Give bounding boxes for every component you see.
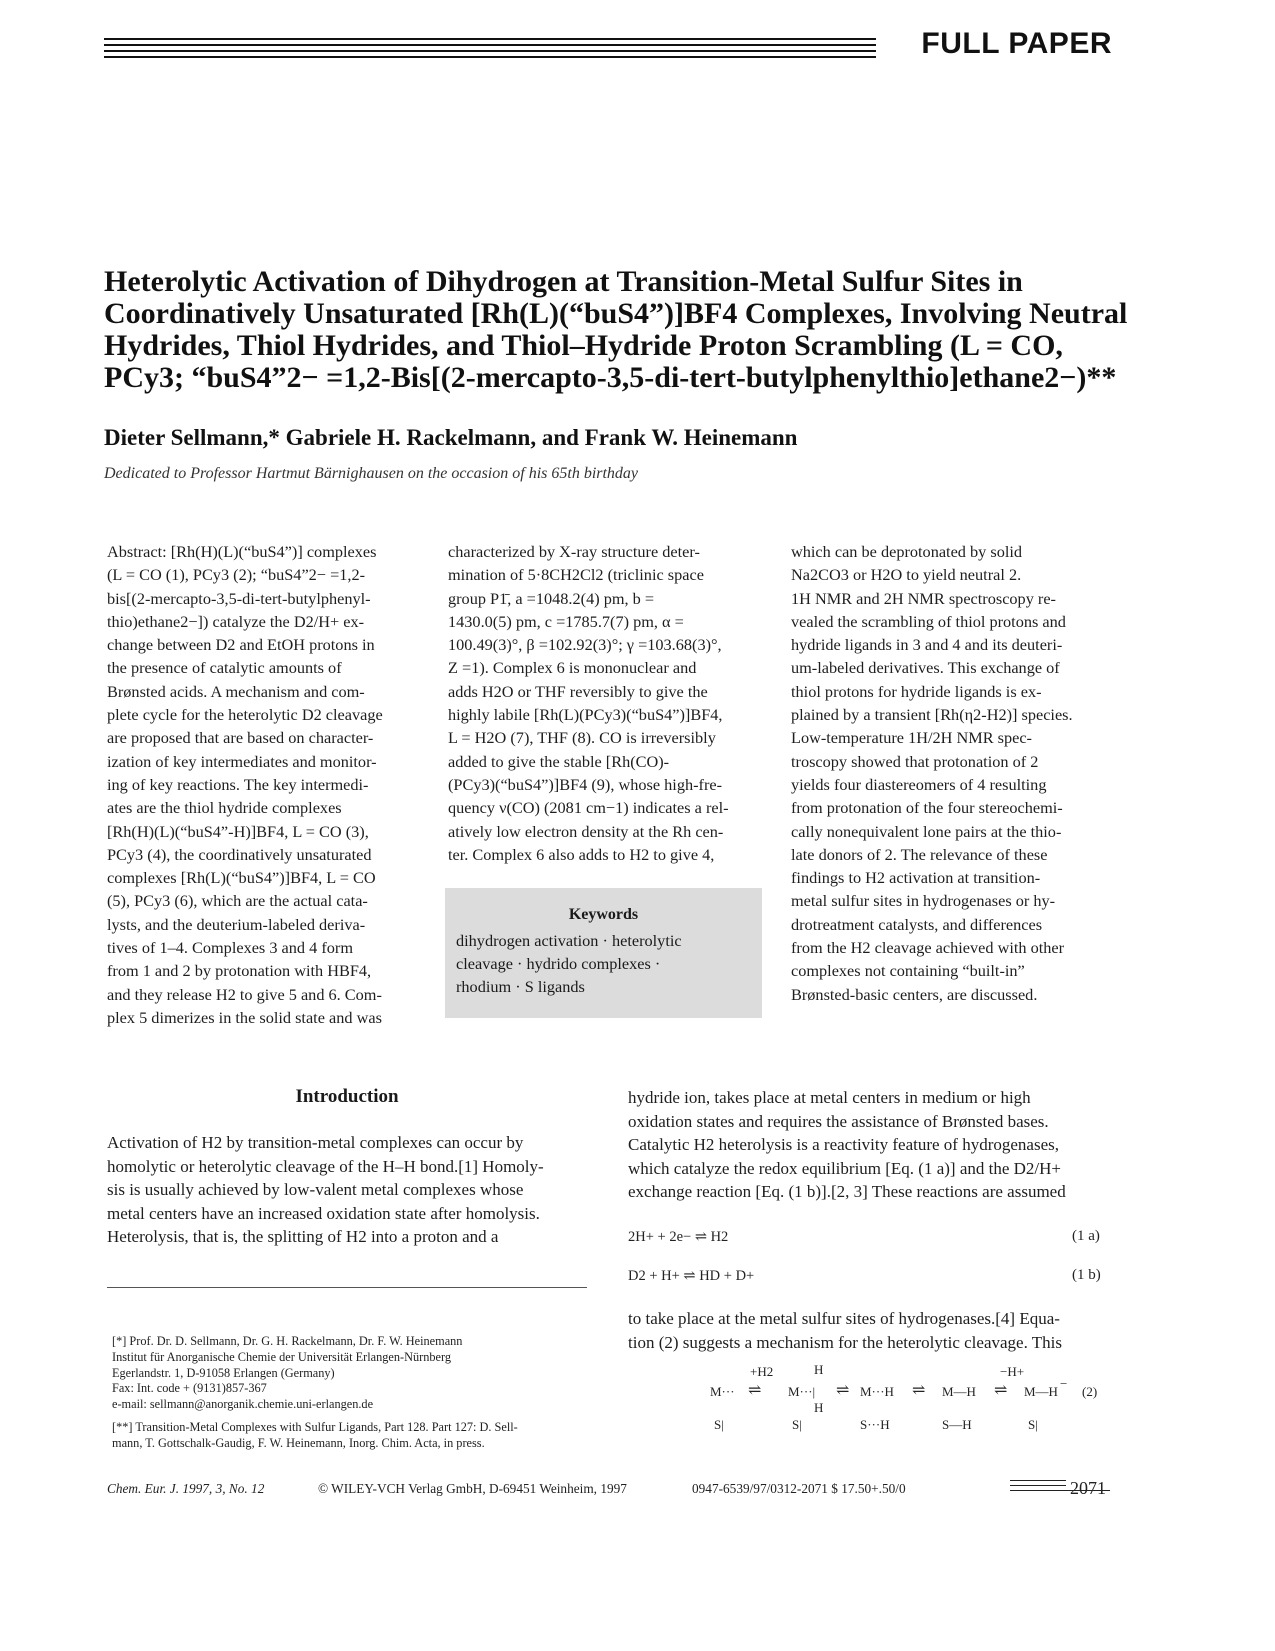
abstract-line: (5), PCy3 (6), which are the actual cata- — [107, 891, 368, 911]
scheme-s2: S| — [792, 1417, 802, 1432]
abstract-line: Abstract: [Rh(H)(L)(“buS4”)] complexes — [107, 542, 377, 561]
keywords-box — [445, 888, 762, 1018]
footnote-line: mann, T. Gottschalk-Gaudig, F. W. Heinemann, Inorg. Chim. Acta, in press. — [112, 1435, 485, 1450]
abstract-line: findings to H2 activation at transition- — [791, 868, 1041, 888]
abstract-line: quency ν(CO) (2081 cm−1) indicates a rel- — [448, 798, 729, 818]
abstract-line: characterized by X-ray structure deter- — [448, 542, 700, 561]
abstract-line: Z =1). Complex 6 is mononuclear and — [448, 658, 697, 678]
introduction-right-text — [628, 1086, 1110, 1204]
introduction-heading: Introduction — [295, 1086, 399, 1107]
body-line: Heterolysis, that is, the splitting of H2 into a proton and a — [107, 1227, 499, 1246]
introduction-right-continued — [628, 1307, 1110, 1354]
abstract-line: (L = CO (1), PCy3 (2); “buS4”2− =1,2- — [107, 565, 366, 585]
scheme-h2: H — [814, 1400, 824, 1415]
abstract-line: 1430.0(5) pm, c =1785.7(7) pm, α = — [448, 611, 684, 631]
body-line: exchange reaction [Eq. (1 b)].[2, 3] These reactions are assumed — [628, 1182, 1066, 1201]
author-list: Dieter Sellmann,* Gabriele H. Rackelmann, and Frank W. Heinemann — [104, 425, 798, 450]
abstract-line: [Rh(H)(L)(“buS4”-H)]BF4, L = CO (3), — [107, 821, 369, 841]
abstract-line: Na2CO3 or H2O to yield neutral 2. — [791, 565, 1022, 585]
abstract-column-3 — [791, 540, 1109, 1006]
keywords-line: dihydrogen activation · heterolytic — [456, 931, 682, 950]
footnote-series — [112, 1420, 582, 1452]
abstract-line: from the H2 cleavage achieved with other — [791, 938, 1065, 958]
abstract-line: from protonation of the four stereochemi- — [791, 798, 1063, 818]
footnote-line: e-mail: sellmann@anorganik.chemie.uni-erlangen.de — [112, 1397, 374, 1412]
footer-issn: 0947-6539/97/0312-2071 $ 17.50+.50/0 — [692, 1481, 906, 1496]
body-line: homolytic or heterolytic cleavage of the H–H bond.[1] Homoly- — [107, 1156, 544, 1176]
abstract-line: um-labeled derivatives. This exchange of — [791, 658, 1060, 678]
dedication: Dedicated to Professor Hartmut Bärnighausen on the occasion of his 65th birthday — [104, 465, 639, 482]
abstract-line: yields four diastereomers of 4 resulting — [791, 774, 1047, 794]
abstract-line: Brønsted acids. A mechanism and com- — [107, 681, 365, 701]
body-line: metal centers have an increased oxidation state after homolysis. — [107, 1203, 540, 1223]
abstract-line: PCy3 (4), the coordinatively unsaturated — [107, 844, 372, 864]
scheme-s3: S···H — [860, 1417, 890, 1432]
abstract-line: 1H NMR and 2H NMR spectroscopy re- — [791, 588, 1056, 608]
abstract-line: the presence of catalytic amounts of — [107, 658, 342, 678]
abstract-line: cally nonequivalent lone pairs at the thio- — [791, 821, 1062, 841]
title-line: Coordinatively Unsaturated [Rh(L)(“buS4”)]BF4 Complexes, Involving Neutral — [104, 297, 1128, 330]
abstract-line: complexes not containing “built-in” — [791, 961, 1025, 981]
footnote-line: [*] Prof. Dr. D. Sellmann, Dr. G. H. Rackelmann, Dr. F. W. Heinemann — [112, 1334, 463, 1348]
abstract-line: atively low electron density at the Rh cen- — [448, 821, 724, 841]
keywords-line: cleavage · hydrido complexes · — [456, 954, 661, 973]
footnote-affiliation — [112, 1334, 582, 1413]
body-line: Activation of H2 by transition-metal complexes can occur by — [107, 1133, 524, 1152]
body-line: which catalyze the redox equilibrium [Eq. (1 a)] and the D2/H+ — [628, 1158, 1062, 1178]
abstract-line: tives of 1–4. Complexes 3 and 4 form — [107, 938, 353, 958]
scheme-arrow: ⇌ — [912, 1382, 926, 1399]
abstract-line: L = H2O (7), THF (8). CO is irreversibly — [448, 728, 716, 748]
scheme-s4: S—H — [942, 1417, 972, 1432]
abstract-line: troscopy showed that protonation of 2 — [791, 751, 1039, 771]
footer-journal: Chem. Eur. J. 1997, 3, No. 12 — [107, 1481, 265, 1496]
scheme-minus-h: −H+ — [1000, 1364, 1025, 1379]
abstract-line: thiol protons for hydride ligands is ex- — [791, 681, 1042, 701]
body-line: Catalytic H2 heterolysis is a reactivity feature of hydrogenases, — [628, 1135, 1059, 1154]
body-line: hydride ion, takes place at metal centers in medium or high — [628, 1088, 1031, 1107]
abstract-line: Low-temperature 1H/2H NMR spec- — [791, 728, 1032, 748]
equation-1b: D2 + H+ ⇌ HD + D+ — [628, 1268, 755, 1284]
equation-1a: 2H+ + 2e− ⇌ H2 — [628, 1229, 729, 1245]
abstract-line: from 1 and 2 by protonation with HBF4, — [107, 961, 372, 981]
scheme-s1: S| — [714, 1417, 724, 1432]
abstract-line: thio)ethane2−]) catalyze the D2/H+ ex- — [107, 611, 365, 631]
footnote-line: Egerlandstr. 1, D-91058 Erlangen (Germany) — [112, 1365, 335, 1380]
keywords-line: rhodium · S ligands — [456, 977, 585, 996]
scheme-m5: M—H — [1024, 1384, 1058, 1399]
abstract-line: vealed the scrambling of thiol protons and — [791, 611, 1066, 631]
scheme-m2: M···| — [788, 1384, 816, 1399]
scheme-charge: − — [1060, 1376, 1068, 1391]
abstract-line: highly labile [Rh(L)(PCy3)(“buS4”)]BF4, — [448, 705, 723, 725]
title-line: PCy3; “buS4”2− =1,2-Bis[(2-mercapto-3,5-di-tert-butylphenylthio]ethane2−)** — [104, 361, 1117, 394]
footnote-line: Fax: Int. code + (9131)857-367 — [112, 1381, 267, 1396]
header-rule — [104, 36, 876, 62]
abstract-line: lysts, and the deuterium-labeled deriva- — [107, 914, 366, 934]
abstract-line: bis[(2-mercapto-3,5-di-tert-butylphenyl- — [107, 588, 371, 608]
abstract-line: added to give the stable [Rh(CO)- — [448, 751, 670, 771]
abstract-line: complexes [Rh(L)(“buS4”)]BF4, L = CO — [107, 868, 376, 888]
scheme-m1: M··· — [710, 1384, 735, 1399]
title-line: Hydrides, Thiol Hydrides, and Thiol–Hydride Proton Scrambling (L = CO, — [104, 329, 1063, 362]
scheme-arrow: ⇌ — [994, 1382, 1008, 1399]
abstract-line: Brønsted-basic centers, are discussed. — [791, 984, 1038, 1004]
abstract-line: metal sulfur sites in hydrogenases or hy- — [791, 891, 1056, 911]
abstract-line: ization of key intermediates and monitor- — [107, 751, 377, 771]
scheme-plus-h2: +H2 — [750, 1364, 774, 1379]
abstract-line: late donors of 2. The relevance of these — [791, 844, 1048, 864]
body-line: oxidation states and requires the assistance of Brønsted bases. — [628, 1111, 1049, 1131]
abstract-line: which can be deprotonated by solid — [791, 542, 1023, 561]
section-label: FULL PAPER — [921, 27, 1112, 60]
introduction-left-text — [107, 1131, 587, 1249]
scheme-m3: M···H — [860, 1384, 894, 1399]
abstract-line: ter. Complex 6 also adds to H2 to give 4, — [448, 844, 715, 864]
footnote-line: [**] Transition-Metal Complexes with Sulfur Ligands, Part 128. Part 127: D. Sell- — [112, 1420, 518, 1434]
abstract-line: plex 5 dimerizes in the solid state and was — [107, 1007, 382, 1027]
scheme-number: (2) — [1082, 1384, 1098, 1399]
title-line: Heterolytic Activation of Dihydrogen at Transition-Metal Sulfur Sites in — [104, 265, 1023, 298]
abstract-line: ates are the thiol hydride complexes — [107, 798, 342, 818]
abstract-line: are proposed that are based on character- — [107, 728, 374, 748]
equation-2-scheme — [700, 1362, 1100, 1452]
scheme-h-top: H — [814, 1362, 824, 1377]
abstract-line: ing of key reactions. The key intermedi- — [107, 774, 369, 794]
scheme-m4: M—H — [942, 1384, 976, 1399]
abstract-column-2 — [448, 540, 766, 866]
equation-1b-number: (1 b) — [1072, 1267, 1101, 1283]
scheme-arrow: ⇌ — [836, 1382, 850, 1399]
equation-1a-number: (1 a) — [1072, 1228, 1100, 1244]
abstract-line: and they release H2 to give 5 and 6. Com- — [107, 984, 382, 1004]
footer-publisher: © WILEY-VCH Verlag GmbH, D-69451 Weinheim, 1997 — [318, 1481, 627, 1496]
paper-title — [104, 265, 1128, 394]
scheme-s5: S| — [1028, 1417, 1038, 1432]
abstract-line: group P1̄, a =1048.2(4) pm, b = — [448, 588, 655, 608]
abstract-line: drotreatment catalysts, and differences — [791, 914, 1043, 934]
abstract-column-1 — [107, 540, 425, 1029]
body-line: sis is usually achieved by low-valent metal complexes whose — [107, 1180, 524, 1199]
abstract-line: 100.49(3)°, β =102.92(3)°; γ =103.68(3)°, — [448, 635, 722, 655]
footnote-separator — [107, 1287, 587, 1288]
scheme-arrow: ⇌ — [748, 1382, 762, 1399]
abstract-line: plained by a transient [Rh(η2-H2)] species. — [791, 705, 1073, 725]
abstract-line: mination of 5·8CH2Cl2 (triclinic space — [448, 565, 704, 585]
abstract-line: change between D2 and EtOH protons in — [107, 635, 375, 655]
abstract-line: adds H2O or THF reversibly to give the — [448, 681, 708, 701]
body-line: to take place at the metal sulfur sites of hydrogenases.[4] Equa- — [628, 1309, 1060, 1328]
page-number: 2071 — [1070, 1478, 1106, 1498]
abstract-line: plete cycle for the heterolytic D2 cleavage — [107, 705, 383, 725]
keywords-heading: Keywords — [568, 906, 639, 923]
abstract-line: (PCy3)(“buS4”)]BF4 (9), whose high-fre- — [448, 774, 723, 794]
body-line: tion (2) suggests a mechanism for the heterolytic cleavage. This — [628, 1332, 1062, 1352]
abstract-line: hydride ligands in 3 and 4 and its deuteri- — [791, 635, 1063, 655]
footnote-line: Institut für Anorganische Chemie der Universität Erlangen-Nürnberg — [112, 1349, 451, 1364]
